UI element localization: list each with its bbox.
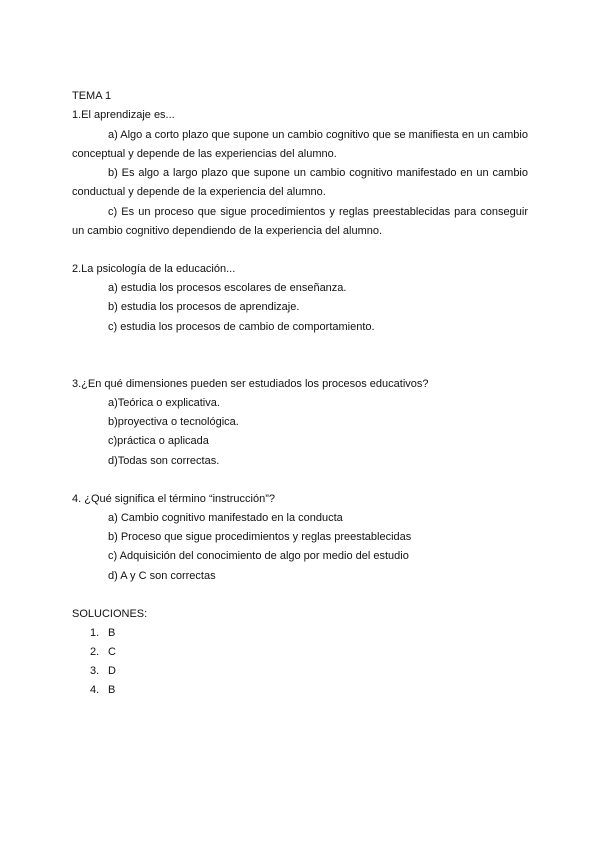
question-4: 4. ¿Qué significa el término “instrucción”? — [72, 493, 275, 505]
question-4-option-b: b) Proceso que sigue procedimientos y reglas preestablecidas — [108, 531, 412, 543]
question-3: 3.¿En qué dimensiones pueden ser estudiados los procesos educativos? — [72, 378, 429, 390]
solution-number: 1. — [90, 627, 100, 639]
solution-number: 4. — [90, 684, 100, 696]
question-3-option-a: a)Teórica o explicativa. — [108, 397, 220, 409]
question-2-option-c: c) estudia los procesos de cambio de comportamiento. — [108, 321, 375, 333]
solution-number: 3. — [90, 665, 100, 677]
solution-item — [90, 681, 115, 700]
question-3-option-d: d)Todas son correctas. — [108, 455, 220, 467]
question-4-option-c: c) Adquisición del conocimiento de algo por medio del estudio — [108, 550, 409, 562]
solution-number: 2. — [90, 646, 100, 658]
question-4-option-a: a) Cambio cognitivo manifestado en la conducta — [108, 512, 343, 524]
question-1-option-a: a) Algo a corto plazo que supone un cambio cognitivo que se manifiesta en un cambio conceptual y depende de las experiencias del alumno. — [72, 129, 528, 161]
solution-answer: B — [108, 684, 116, 696]
question-2-option-a: a) estudia los procesos escolares de enseñanza. — [108, 282, 347, 294]
question-3-option-b: b)proyectiva o tecnológica. — [108, 416, 239, 428]
solution-answer: D — [108, 665, 116, 677]
question-3-option-c: c)práctica o aplicada — [108, 435, 209, 447]
solution-item — [90, 624, 115, 643]
question-2-option-b: b) estudia los procesos de aprendizaje. — [108, 301, 300, 313]
question-4-option-d: d) A y C son correctas — [108, 570, 216, 582]
question-1-option-c: c) Es un proceso que sigue procedimientos y reglas preestablecidas para conseguir un cambio cognitivo dependiendo de la experiencia del alumno. — [72, 206, 528, 238]
document-title: TEMA 1 — [72, 90, 112, 102]
solution-item — [90, 662, 116, 681]
solution-answer: B — [108, 627, 116, 639]
question-1-option-b: b) Es algo a largo plazo que supone un cambio cognitivo manifestado en un cambio conductual y depende de la experiencia del alumno. — [72, 167, 528, 199]
solutions-heading: SOLUCIONES: — [72, 608, 148, 620]
question-2: 2.La psicología de la educación... — [72, 263, 236, 275]
solution-item — [90, 643, 116, 662]
solution-answer: C — [108, 646, 116, 658]
question-1: 1.El aprendizaje es... — [72, 109, 175, 121]
